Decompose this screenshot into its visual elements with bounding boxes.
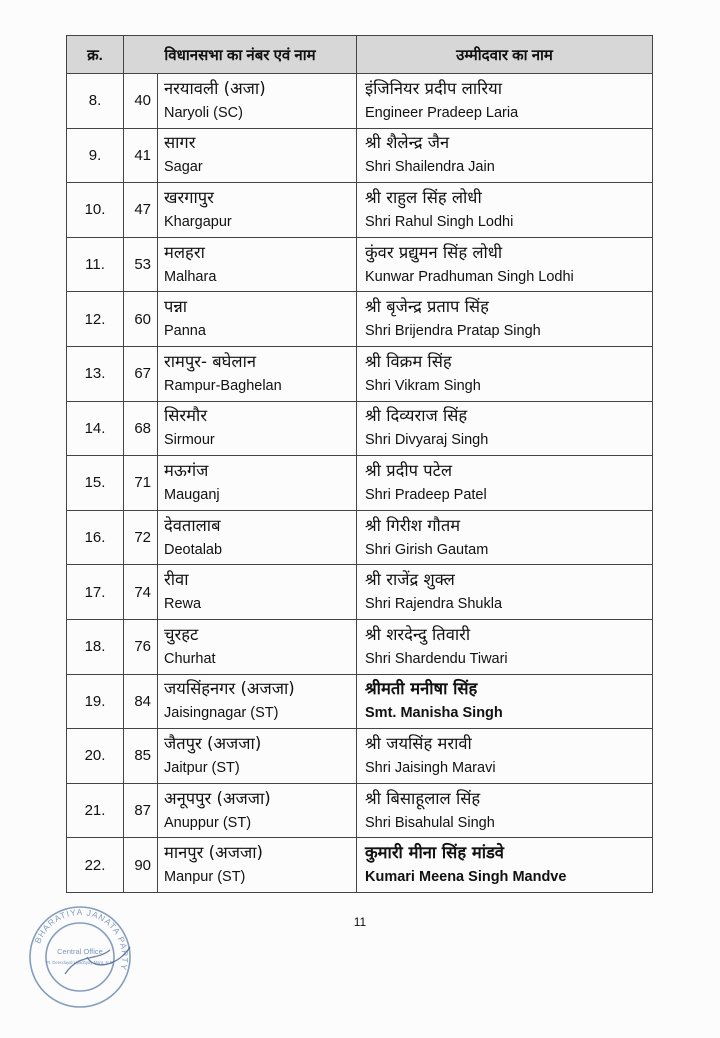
candidate-name-hindi: श्रीमती मनीषा सिंह <box>365 679 478 699</box>
candidate-name-english: Shri Pradeep Patel <box>365 486 487 503</box>
constituency-number: 47 <box>124 183 158 238</box>
serial-cell: 10. <box>67 183 124 238</box>
candidate-name-english: Shri Girish Gautam <box>365 541 489 558</box>
candidate-name-hindi: श्री बिसाहूलाल सिंह <box>365 788 481 808</box>
serial-cell: 20. <box>67 729 124 784</box>
table-row <box>67 237 653 292</box>
candidate-cell <box>357 619 653 674</box>
candidate-name-english: Shri Jaisingh Maravi <box>365 759 496 776</box>
candidate-cell <box>357 346 653 401</box>
table-row <box>67 565 653 620</box>
candidate-cell <box>357 74 653 129</box>
constituency-name-hindi: नरयावली (अजा) <box>164 78 266 98</box>
candidate-cell <box>357 783 653 838</box>
serial-cell: 8. <box>67 74 124 129</box>
header-constituency: विधानसभा का नंबर एवं नाम <box>124 36 357 74</box>
constituency-cell <box>158 729 357 784</box>
constituency-cell <box>158 783 357 838</box>
table-row <box>67 292 653 347</box>
constituency-name-hindi: मऊगंज <box>164 460 209 480</box>
candidate-cell <box>357 565 653 620</box>
serial-cell: 11. <box>67 237 124 292</box>
candidate-name-hindi: श्री गिरीश गौतम <box>365 515 461 535</box>
candidate-cell <box>357 456 653 511</box>
constituency-cell <box>158 237 357 292</box>
constituency-cell <box>158 565 357 620</box>
candidate-cell <box>357 237 653 292</box>
candidate-name-english: Shri Shailendra Jain <box>365 159 495 176</box>
serial-cell: 13. <box>67 346 124 401</box>
constituency-name-english: Sirmour <box>164 432 215 449</box>
candidate-name-english: Engineer Pradeep Laria <box>365 104 519 121</box>
constituency-number: 60 <box>124 292 158 347</box>
page-number: 11 <box>353 915 367 929</box>
table-row <box>67 456 653 511</box>
candidate-name-english: Kumari Meena Singh Mandve <box>365 869 567 886</box>
constituency-name-english: Naryoli (SC) <box>164 104 243 121</box>
candidate-name-hindi: श्री शरदेन्दु तिवारी <box>365 624 471 644</box>
constituency-cell <box>158 619 357 674</box>
serial-cell: 17. <box>67 565 124 620</box>
constituency-name-hindi: मलहरा <box>164 242 205 262</box>
constituency-number: 71 <box>124 456 158 511</box>
table-row <box>67 783 653 838</box>
candidate-name-english: Shri Rahul Singh Lodhi <box>365 213 514 230</box>
candidate-cell <box>357 729 653 784</box>
table-row <box>67 401 653 456</box>
constituency-cell <box>158 346 357 401</box>
candidate-cell <box>357 128 653 183</box>
serial-cell: 9. <box>67 128 124 183</box>
constituency-name-hindi: देवतालाब <box>164 515 221 535</box>
constituency-name-english: Sagar <box>164 159 203 176</box>
constituency-number: 72 <box>124 510 158 565</box>
table-row <box>67 619 653 674</box>
candidate-name-hindi: कुमारी मीना सिंह मांडवे <box>365 843 504 863</box>
seal-inner-line2: Pt. Deendayal Upadhyay Marg, N.D. <box>46 960 114 965</box>
table-row <box>67 674 653 729</box>
constituency-name-hindi: जैतपुर (अजजा) <box>164 733 262 753</box>
serial-cell: 19. <box>67 674 124 729</box>
constituency-cell <box>158 183 357 238</box>
seal-ring-text: BHARATIYA JANATA PARTY <box>32 906 131 972</box>
constituency-name-english: Churhat <box>164 650 216 667</box>
table-header-row <box>67 36 653 74</box>
constituency-number: 40 <box>124 74 158 129</box>
table-row <box>67 346 653 401</box>
table-row <box>67 74 653 129</box>
candidate-list-table <box>66 35 653 893</box>
constituency-name-english: Mauganj <box>164 486 220 503</box>
candidate-name-hindi: इंजिनियर प्रदीप लारिया <box>365 78 502 98</box>
constituency-name-english: Malhara <box>164 268 217 285</box>
constituency-name-hindi: अनूपपुर (अजजा) <box>164 788 271 808</box>
candidate-cell <box>357 292 653 347</box>
table-row <box>67 729 653 784</box>
constituency-name-english: Anuppur (ST) <box>164 814 252 831</box>
candidate-name-english: Smt. Manisha Singh <box>365 705 503 722</box>
constituency-number: 84 <box>124 674 158 729</box>
candidate-name-english: Shri Divyaraj Singh <box>365 432 489 449</box>
constituency-name-hindi: मानपुर (अजजा) <box>164 843 263 863</box>
header-serial: क्र. <box>67 36 124 74</box>
constituency-name-hindi: सिरमौर <box>164 406 208 426</box>
candidate-cell <box>357 510 653 565</box>
candidate-name-hindi: कुंवर प्रद्युमन सिंह लोधी <box>365 242 503 262</box>
constituency-cell <box>158 292 357 347</box>
candidate-name-english: Shri Brijendra Pratap Singh <box>365 323 541 340</box>
table-row <box>67 128 653 183</box>
constituency-number: 68 <box>124 401 158 456</box>
constituency-name-english: Jaisingnagar (ST) <box>164 705 279 722</box>
candidate-cell <box>357 401 653 456</box>
candidate-name-hindi: श्री प्रदीप पटेल <box>365 460 453 480</box>
constituency-number: 41 <box>124 128 158 183</box>
serial-cell: 21. <box>67 783 124 838</box>
constituency-cell <box>158 838 357 893</box>
constituency-cell <box>158 128 357 183</box>
serial-cell: 15. <box>67 456 124 511</box>
seal-inner-line1: Central Office <box>57 947 103 956</box>
constituency-number: 76 <box>124 619 158 674</box>
candidate-name-hindi: श्री राहुल सिंह लोधी <box>365 187 482 207</box>
serial-cell: 14. <box>67 401 124 456</box>
party-seal-stamp <box>25 902 135 1012</box>
header-candidate: उम्मीदवार का नाम <box>357 36 653 74</box>
constituency-name-hindi: खरगापुर <box>164 187 214 207</box>
constituency-name-hindi: सागर <box>164 133 196 153</box>
candidate-name-hindi: श्री जयसिंह मरावी <box>365 733 472 753</box>
constituency-cell <box>158 510 357 565</box>
candidate-name-english: Shri Shardendu Tiwari <box>365 650 508 667</box>
candidate-name-english: Shri Rajendra Shukla <box>365 596 503 613</box>
candidate-name-hindi: श्री शैलेन्द्र जैन <box>365 133 450 153</box>
constituency-name-english: Deotalab <box>164 541 223 558</box>
candidate-cell <box>357 183 653 238</box>
constituency-number: 53 <box>124 237 158 292</box>
constituency-name-english: Manpur (ST) <box>164 869 246 886</box>
constituency-cell <box>158 401 357 456</box>
constituency-name-hindi: जयसिंहनगर (अजजा) <box>164 679 295 699</box>
candidate-name-hindi: श्री बृजेन्द्र प्रताप सिंह <box>365 297 489 317</box>
constituency-cell <box>158 674 357 729</box>
candidate-name-hindi: श्री दिव्यराज सिंह <box>365 406 468 426</box>
constituency-number: 90 <box>124 838 158 893</box>
constituency-name-hindi: चुरहट <box>164 624 199 644</box>
candidate-name-english: Shri Bisahulal Singh <box>365 814 495 831</box>
constituency-name-english: Khargapur <box>164 213 232 230</box>
table-row <box>67 183 653 238</box>
constituency-name-english: Panna <box>164 323 206 340</box>
constituency-name-hindi: रीवा <box>164 570 189 590</box>
serial-cell: 18. <box>67 619 124 674</box>
table-row <box>67 510 653 565</box>
table-row <box>67 838 653 893</box>
serial-cell: 22. <box>67 838 124 893</box>
candidate-name-english: Kunwar Pradhuman Singh Lodhi <box>365 268 574 285</box>
constituency-number: 87 <box>124 783 158 838</box>
constituency-name-hindi: पन्ना <box>164 297 188 317</box>
constituency-name-english: Rewa <box>164 596 202 613</box>
constituency-number: 74 <box>124 565 158 620</box>
constituency-name-english: Rampur-Baghelan <box>164 377 282 394</box>
constituency-number: 67 <box>124 346 158 401</box>
constituency-name-english: Jaitpur (ST) <box>164 759 240 776</box>
candidate-name-english: Shri Vikram Singh <box>365 377 481 394</box>
candidate-name-hindi: श्री राजेंद्र शुक्ल <box>365 570 455 590</box>
candidate-cell <box>357 838 653 893</box>
constituency-cell <box>158 456 357 511</box>
constituency-cell <box>158 74 357 129</box>
serial-cell: 12. <box>67 292 124 347</box>
candidate-name-hindi: श्री विक्रम सिंह <box>365 351 452 371</box>
serial-cell: 16. <box>67 510 124 565</box>
constituency-name-hindi: रामपुर- बघेलान <box>164 351 256 371</box>
constituency-number: 85 <box>124 729 158 784</box>
candidate-cell <box>357 674 653 729</box>
